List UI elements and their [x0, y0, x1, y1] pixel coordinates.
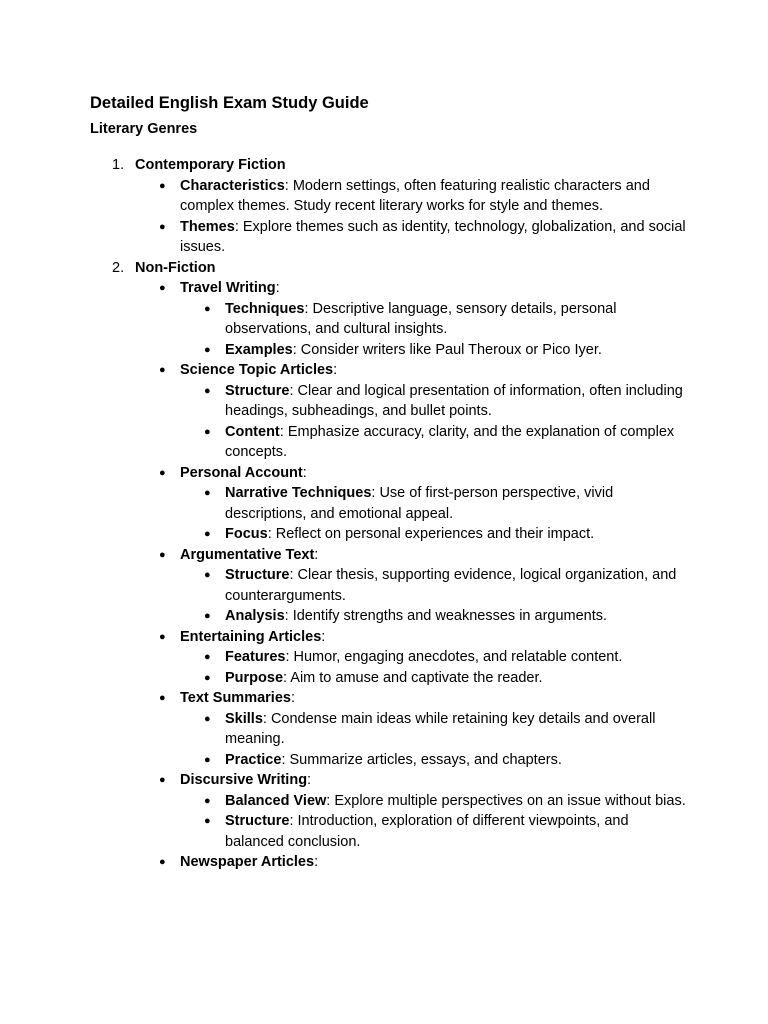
detail-list — [180, 299, 690, 361]
detail-item — [180, 709, 690, 750]
document-page — [90, 92, 690, 873]
detail-item — [180, 750, 690, 771]
document-subtitle: Literary Genres — [90, 121, 198, 137]
section-item — [90, 155, 690, 258]
detail-item — [180, 422, 690, 463]
bullet-icon: ● — [159, 282, 166, 294]
topic-text: : — [314, 546, 319, 563]
detail-text: : Condense main ideas while retaining key details and overall meaning. — [225, 710, 656, 747]
detail-list — [180, 647, 690, 688]
topic-item — [135, 852, 690, 873]
bullet-icon: ● — [159, 179, 166, 192]
section-item — [90, 258, 690, 873]
detail-list — [180, 381, 690, 463]
genre-list — [90, 155, 690, 873]
topic-term: Characteristics — [180, 177, 285, 194]
bullet-icon: ● — [204, 343, 211, 356]
topic-term: Entertaining Articles — [180, 628, 322, 645]
bullet-icon: ● — [204, 815, 211, 827]
bullet-icon: ● — [204, 794, 211, 807]
bullet-icon: ● — [159, 692, 166, 704]
detail-item — [180, 668, 690, 689]
detail-text: : Explore multiple perspectives on an issue without bias. — [326, 792, 686, 809]
topic-text: : Explore themes such as identity, technology, globalization, and social issues. — [180, 218, 686, 255]
topic-term: Themes — [180, 218, 235, 235]
detail-text: : Consider writers like Paul Theroux or Pico Iyer. — [292, 341, 602, 358]
bullet-icon: ● — [159, 548, 166, 561]
detail-text: : Introduction, exploration of different viewpoints, and balanced conclusion. — [225, 813, 629, 850]
bullet-icon: ● — [159, 856, 166, 868]
detail-text: : Identify strengths and weaknesses in arguments. — [284, 608, 608, 624]
section-number: 1. — [112, 157, 125, 173]
detail-term: Balanced View — [225, 792, 327, 809]
topic-term: Science Topic Articles — [180, 362, 334, 378]
bullet-icon: ● — [159, 774, 166, 786]
topic-term: Personal Account — [180, 464, 303, 481]
topic-item — [135, 360, 690, 463]
topic-item — [135, 627, 690, 689]
topic-text: : — [333, 362, 338, 378]
detail-item — [180, 483, 690, 524]
detail-item — [180, 791, 690, 812]
detail-text: : Aim to amuse and captivate the reader. — [283, 669, 543, 686]
detail-term: Analysis — [225, 608, 285, 624]
topic-text: : — [302, 464, 307, 481]
bullet-icon: ● — [204, 302, 211, 315]
section-heading: Non-Fiction — [135, 259, 216, 276]
topic-term: Newspaper Articles — [180, 854, 315, 870]
detail-item — [180, 606, 690, 627]
bullet-icon: ● — [204, 753, 211, 766]
document-title: Detailed English Exam Study Guide — [90, 94, 369, 112]
topic-text: : — [307, 772, 312, 788]
topic-item — [135, 545, 690, 627]
bullet-icon: ● — [204, 528, 211, 540]
detail-list — [180, 483, 690, 545]
topic-term: Discursive Writing — [180, 772, 308, 788]
detail-term: Focus — [225, 526, 268, 542]
section-heading: Contemporary Fiction — [135, 157, 286, 173]
detail-term: Structure — [225, 567, 290, 583]
topic-text: : — [321, 628, 326, 645]
topic-term: Text Summaries — [180, 690, 291, 706]
detail-list — [180, 565, 690, 627]
topic-term: Argumentative Text — [180, 546, 315, 563]
detail-term: Skills — [225, 710, 263, 727]
detail-item — [180, 647, 690, 668]
detail-item — [180, 524, 690, 545]
section-number: 2. — [112, 259, 125, 276]
detail-text: : Humor, engaging anecdotes, and relatable content. — [285, 649, 623, 665]
topic-item — [135, 278, 690, 360]
topic-text: : — [275, 280, 280, 296]
detail-text: : Clear and logical presentation of information, often including headings, subheadings, and bullet points. — [225, 382, 683, 419]
topic-text: : — [314, 854, 319, 870]
topic-item — [135, 176, 690, 217]
bullet-icon: ● — [159, 364, 166, 376]
detail-term: Content — [225, 423, 280, 440]
detail-list — [180, 791, 690, 853]
topic-item — [135, 463, 690, 545]
bullet-icon: ● — [204, 425, 211, 438]
topic-item — [135, 217, 690, 258]
bullet-icon: ● — [204, 671, 211, 684]
detail-item — [180, 299, 690, 340]
topic-text: : — [290, 690, 295, 706]
detail-term: Narrative Techniques — [225, 485, 372, 501]
topic-item — [135, 688, 690, 770]
detail-list — [180, 709, 690, 771]
topic-term: Travel Writing — [180, 280, 276, 296]
bullet-icon: ● — [204, 610, 211, 622]
detail-text: : Use of first-person perspective, vivid descriptions, and emotional appeal. — [225, 485, 614, 522]
detail-term: Structure — [225, 382, 290, 399]
bullet-icon: ● — [204, 487, 211, 499]
detail-text: : Emphasize accuracy, clarity, and the explanation of complex concepts. — [225, 423, 675, 460]
detail-term: Features — [225, 649, 286, 665]
detail-text: : Reflect on personal experiences and their impact. — [267, 526, 595, 542]
detail-term: Purpose — [225, 669, 284, 686]
bullet-icon: ● — [204, 651, 211, 663]
detail-text: : Descriptive language, sensory details, personal observations, and cultural insights. — [225, 300, 617, 337]
topic-list — [135, 278, 690, 873]
detail-term: Structure — [225, 813, 290, 829]
topic-text: : Modern settings, often featuring realistic characters and complex themes. Study recent literary works for style and themes. — [180, 177, 650, 214]
topic-item — [135, 770, 690, 852]
detail-term: Practice — [225, 751, 282, 768]
bullet-icon: ● — [159, 466, 166, 479]
bullet-icon: ● — [159, 220, 166, 233]
detail-term: Examples — [225, 341, 293, 358]
detail-item — [180, 381, 690, 422]
detail-item — [180, 811, 690, 852]
detail-text: : Clear thesis, supporting evidence, logical organization, and counterarguments. — [225, 567, 677, 604]
detail-item — [180, 565, 690, 606]
detail-item — [180, 340, 690, 361]
topic-list — [135, 176, 690, 258]
bullet-icon: ● — [204, 384, 211, 397]
detail-text: : Summarize articles, essays, and chapters. — [281, 751, 562, 768]
detail-term: Techniques — [225, 300, 305, 317]
bullet-icon: ● — [204, 712, 211, 725]
bullet-icon: ● — [159, 630, 166, 643]
bullet-icon: ● — [204, 569, 211, 581]
